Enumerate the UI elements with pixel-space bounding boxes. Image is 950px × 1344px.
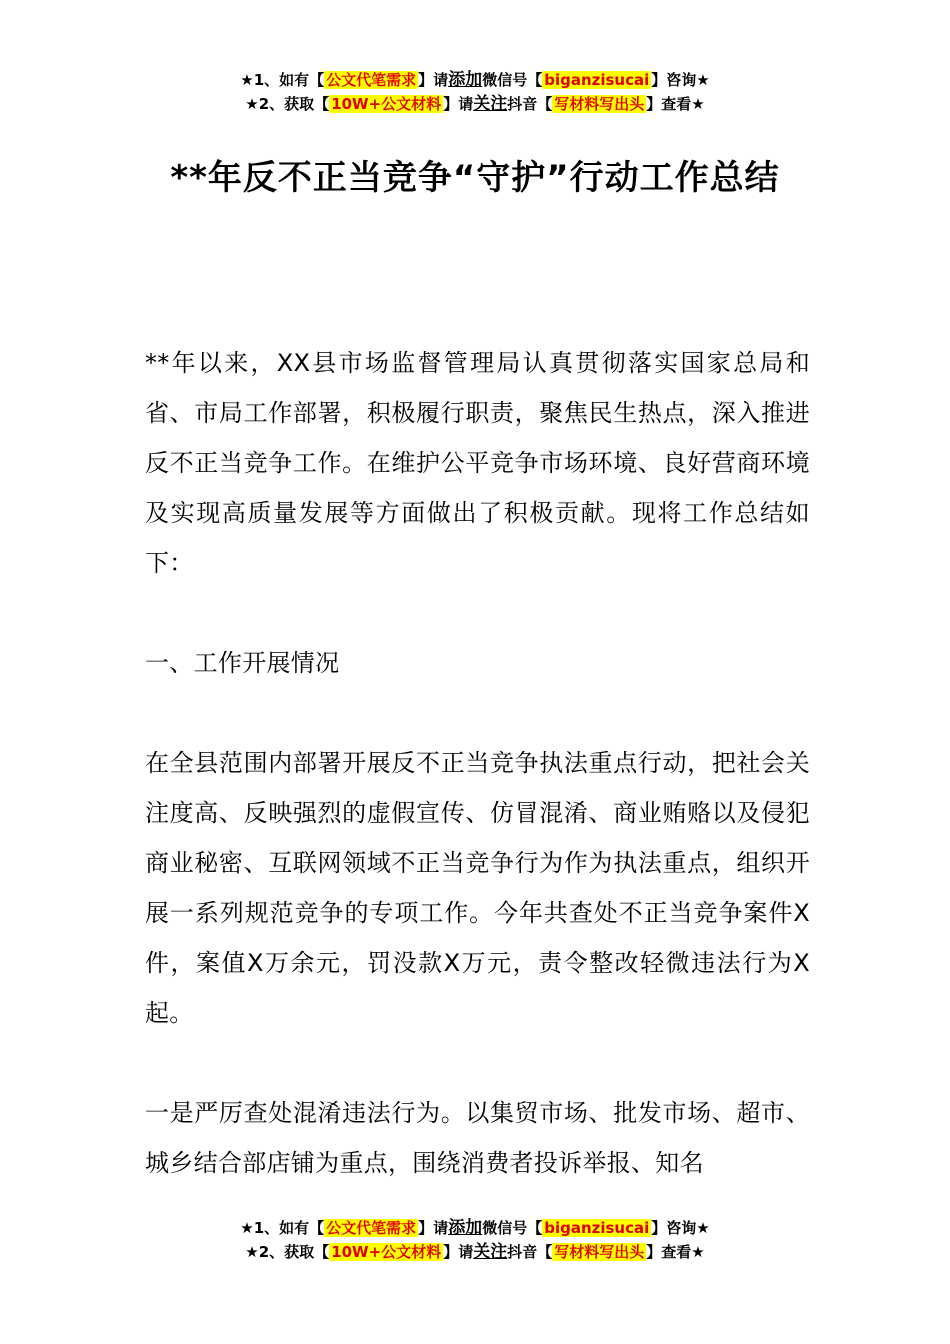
- promo-text: 】查看★: [646, 1243, 705, 1261]
- promo-line-1: [0, 1216, 950, 1240]
- paragraph-text: 一是严厉查处混淆违法行为。以集贸市场、批发市场、超市、城乡结合部店铺为重点，围绕消费者投诉举报、知名: [145, 1099, 810, 1177]
- top-promo-banner: [0, 68, 950, 116]
- promo-text: ★2、获取【: [245, 1243, 330, 1261]
- promo-text: ★1、如有【: [240, 1219, 325, 1237]
- promo-line-2: [0, 1240, 950, 1264]
- promo-text: ★1、如有【: [240, 71, 325, 89]
- promo-text: 抖音【: [507, 1243, 553, 1261]
- promo-highlight: 10W+公文材料: [331, 1243, 442, 1261]
- promo-text: 】请: [443, 1243, 474, 1261]
- promo-text: 微信号【: [482, 71, 543, 89]
- promo-emphasis: 添加: [448, 70, 483, 90]
- promo-line-1: [0, 68, 950, 92]
- promo-text: 】请: [418, 71, 449, 89]
- promo-text: 】咨询★: [651, 71, 710, 89]
- promo-wechat-id: biganzisucai: [544, 1219, 650, 1237]
- promo-text: 抖音【: [507, 95, 553, 113]
- document-title: **年反不正当竞争“守护”行动工作总结: [170, 158, 780, 198]
- bottom-promo-banner: [0, 1216, 950, 1264]
- promo-highlight: 公文代笔需求: [326, 71, 417, 89]
- body-paragraph-2: [145, 738, 810, 1038]
- body-paragraph-1: [145, 338, 810, 588]
- promo-douyin-id: 写材料写出头: [554, 1243, 645, 1261]
- promo-text: 微信号【: [482, 1219, 543, 1237]
- promo-text: 】咨询★: [651, 1219, 710, 1237]
- promo-emphasis: 添加: [448, 1218, 483, 1238]
- promo-emphasis: 关注: [473, 94, 508, 114]
- promo-wechat-id: biganzisucai: [544, 71, 650, 89]
- heading-text: 一、工作开展情况: [145, 649, 340, 677]
- promo-line-2: [0, 92, 950, 116]
- promo-text: 】请: [443, 95, 474, 113]
- promo-highlight: 公文代笔需求: [326, 1219, 417, 1237]
- paragraph-text: **年以来，XX县市场监督管理局认真贯彻落实国家总局和省、市局工作部署，积极履行职责，聚焦民生热点，深入推进反不正当竞争工作。在维护公平竞争市场环境、良好营商环境及实现高质量发展等方面做出了积极贡献。现将工作总结如下：: [145, 349, 810, 577]
- promo-text: 】请: [418, 1219, 449, 1237]
- promo-text: ★2、获取【: [245, 95, 330, 113]
- promo-emphasis: 关注: [473, 1242, 508, 1262]
- promo-highlight: 10W+公文材料: [331, 95, 442, 113]
- promo-douyin-id: 写材料写出头: [554, 95, 645, 113]
- promo-text: 】查看★: [646, 95, 705, 113]
- section-heading-1: [145, 638, 810, 688]
- body-paragraph-3: [145, 1088, 810, 1188]
- paragraph-text: 在全县范围内部署开展反不正当竞争执法重点行动，把社会关注度高、反映强烈的虚假宣传、仿冒混淆、商业贿赂以及侵犯商业秘密、互联网领域不正当竞争行为作为执法重点，组织开展一系列规范竞争的专项工作。今年共查处不正当竞争案件X件，案值X万余元，罚没款X万元，责令整改轻微违法行为X起。: [145, 749, 810, 1027]
